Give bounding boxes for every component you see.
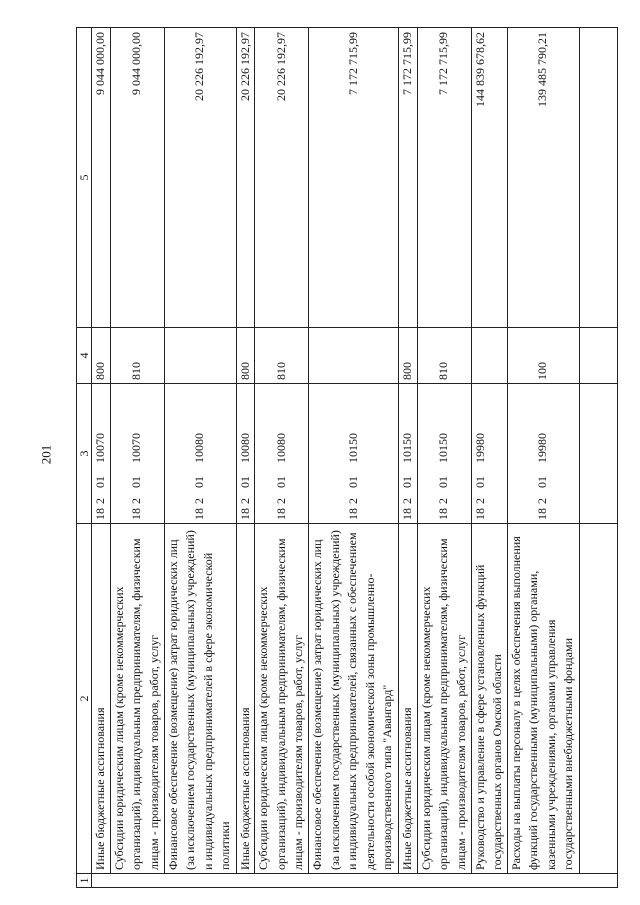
amount: 144 839 678,62 [471, 28, 507, 328]
classification-code: 18 2 01 10080 [255, 384, 309, 524]
filler-row [579, 28, 618, 888]
table-row [236, 28, 255, 888]
expense-type-code: 810 [417, 328, 471, 384]
amount: 7 172 715,99 [417, 28, 471, 328]
amount: 9 044 000,00 [110, 28, 164, 328]
classification-code: 18 2 01 10070 [110, 384, 164, 524]
table-row [255, 28, 309, 888]
table-row [471, 28, 507, 888]
expense-type-code: 800 [399, 328, 418, 384]
classification-code: 18 2 01 10080 [236, 384, 255, 524]
row-name: Финансовое обеспечение (возмещение) затрат юридических лиц (за исключением государственных (муниципальных) учреждений) и индивидуальных предпринимателей в сфере экономической политики [164, 524, 236, 874]
header-cell: 1 [77, 874, 92, 888]
header-cell: 2 [77, 524, 92, 874]
row-name: Субсидии юридическим лицам (кроме некоммерческих организаций), индивидуальным предпринимателям, физическим лицам - производителям товаров, работ, услуг [110, 524, 164, 874]
table-row [110, 28, 164, 888]
header-cell: 5 [77, 28, 92, 328]
expense-type-code: 800 [92, 328, 111, 384]
page-number: 201 [38, 444, 54, 465]
row-name: Иные бюджетные ассигнования [236, 524, 255, 874]
col1-blank [92, 874, 618, 888]
classification-code: 18 2 01 10150 [417, 384, 471, 524]
classification-code: 18 2 01 19980 [471, 384, 507, 524]
amount: 20 226 192,97 [164, 28, 236, 328]
classification-code: 18 2 01 10070 [92, 384, 111, 524]
table-row [399, 28, 418, 888]
table-row [417, 28, 471, 888]
classification-code: 18 2 01 10150 [399, 384, 418, 524]
row-name: Финансовое обеспечение (возмещение) затрат юридических лиц (за исключением государственных (муниципальных) учреждений) и индивидуальных предпринимателей, связанных с обеспечением деятельности особой экономической зоны промышленно-производственного типа "Авангард" [309, 524, 399, 874]
expense-type-code: 100 [507, 328, 579, 384]
budget-table [76, 27, 618, 888]
header-cell: 4 [77, 328, 92, 384]
row-name: Руководство и управление в сфере установленных функций государственных органов Омской области [471, 524, 507, 874]
amount: 139 485 790,21 [507, 28, 579, 328]
amount: 20 226 192,97 [255, 28, 309, 328]
expense-type-code: 810 [110, 328, 164, 384]
expense-type-code [309, 328, 399, 384]
amount: 7 172 715,99 [309, 28, 399, 328]
row-name: Субсидии юридическим лицам (кроме некоммерческих организаций), индивидуальным предпринимателям, физическим лицам - производителям товаров, работ, услуг [417, 524, 471, 874]
table-row [309, 28, 399, 888]
row-name: Расходы на выплаты персоналу в целях обеспечения выполнения функций государственными (муниципальными) органами, казенными учреждениями, органами управления государственными внебюджетными фондами [507, 524, 579, 874]
amount: 9 044 000,00 [92, 28, 111, 328]
expense-type-code [164, 328, 236, 384]
row-name: Иные бюджетные ассигнования [399, 524, 418, 874]
budget-table-wrapper [76, 28, 618, 888]
header-cell: 3 [77, 384, 92, 524]
expense-type-code: 800 [236, 328, 255, 384]
table-row [92, 28, 111, 888]
table-row [164, 28, 236, 888]
amount: 7 172 715,99 [399, 28, 418, 328]
header-row [77, 28, 92, 888]
row-name: Субсидии юридическим лицам (кроме некоммерческих организаций), индивидуальным предпринимателям, физическим лицам - производителям товаров, работ, услуг [255, 524, 309, 874]
table-row [507, 28, 579, 888]
expense-type-code [471, 328, 507, 384]
row-name: Иные бюджетные ассигнования [92, 524, 111, 874]
classification-code: 18 2 01 10150 [309, 384, 399, 524]
classification-code: 18 2 01 10080 [164, 384, 236, 524]
amount: 20 226 192,97 [236, 28, 255, 328]
expense-type-code: 810 [255, 328, 309, 384]
classification-code: 18 2 01 19980 [507, 384, 579, 524]
